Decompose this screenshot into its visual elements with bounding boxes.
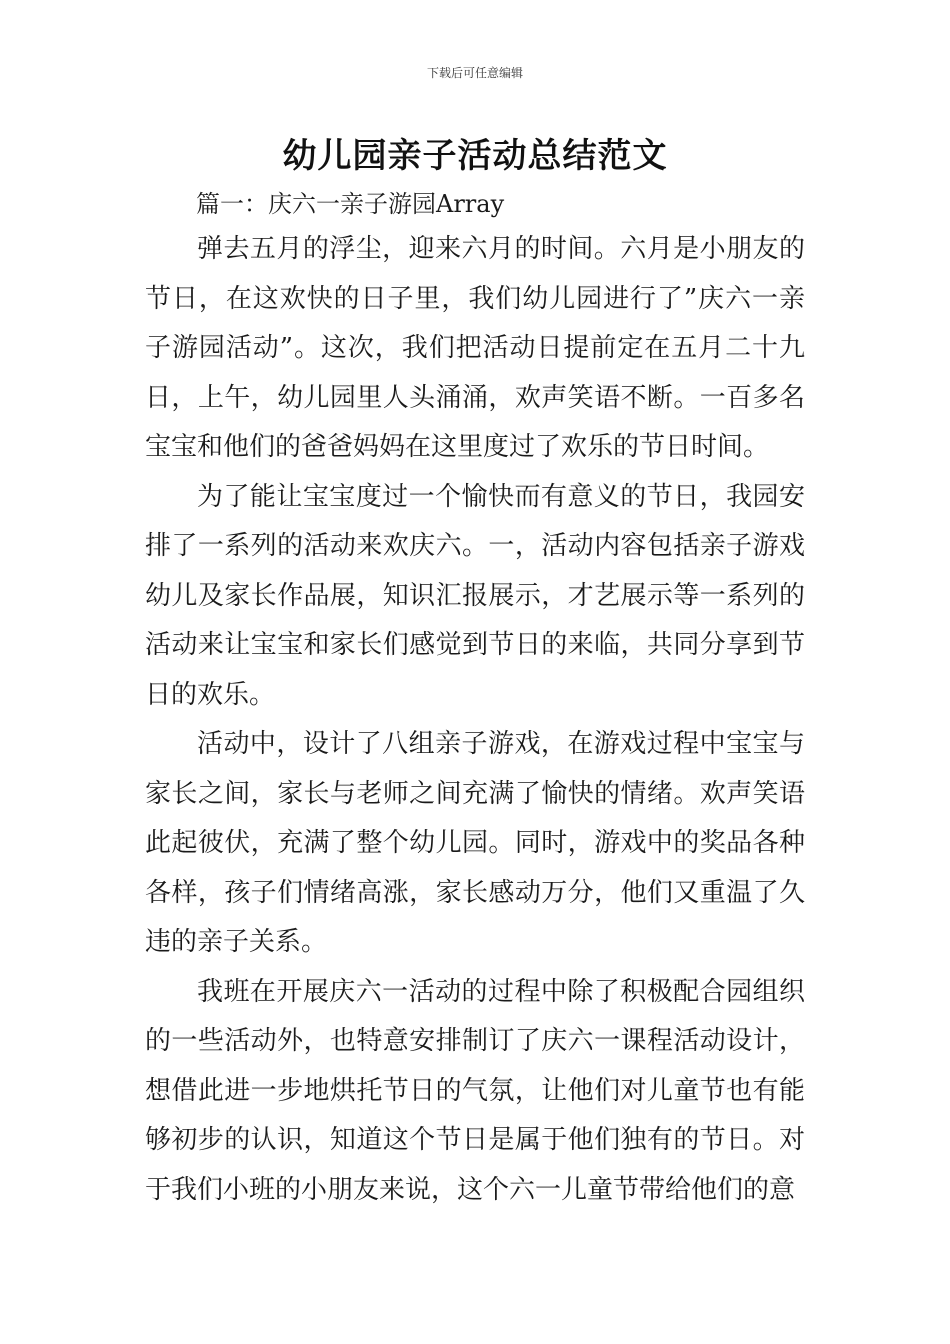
paragraph-1: 弹去五月的浮尘，迎来六月的时间。六月是小朋友的节日，在这欢快的日子里，我们幼儿园进行了”庆六一亲子游园活动”。这次，我们把活动日提前定在五月二十九日，上午，幼儿园里人头涌涌，欢声笑语不断。一百多名宝宝和他们的爸爸妈妈在这里度过了欢乐的节日时间。 — [145, 234, 805, 462]
document-title: 幼儿园亲子活动总结范文 — [282, 136, 668, 176]
document-body — [145, 225, 805, 1215]
paragraph-3: 活动中，设计了八组亲子游戏，在游戏过程中宝宝与家长之间，家长与老师之间充满了愉快的情绪。欢声笑语此起彼伏，充满了整个幼儿园。同时，游戏中的奖品各种各样，孩子们情绪高涨，家长感动万分，他们又重温了久违的亲子关系。 — [145, 729, 805, 957]
paragraph-4: 我班在开展庆六一活动的过程中除了积极配合园组织的一些活动外，也特意安排制订了庆六一课程活动设计，想借此进一步地烘托节日的气氛，让他们对儿童节也有能够初步的认识，知道这个节日是属于他们独有的节日。对于我们小班的小朋友来说，这个六一儿童节带给他们的意 — [145, 976, 805, 1205]
section-subtitle: 篇一：庆六一亲子游园Array — [196, 190, 505, 218]
paragraph-2: 为了能让宝宝度过一个愉快而有意义的节日，我园安排了一系列的活动来欢庆六。一，活动内容包括亲子游戏幼儿及家长作品展，知识汇报展示，才艺展示等一系列的活动来让宝宝和家长们感觉到节日的来临，共同分享到节日的欢乐。 — [145, 481, 805, 710]
header-note: 下载后可任意编辑 — [426, 66, 523, 80]
